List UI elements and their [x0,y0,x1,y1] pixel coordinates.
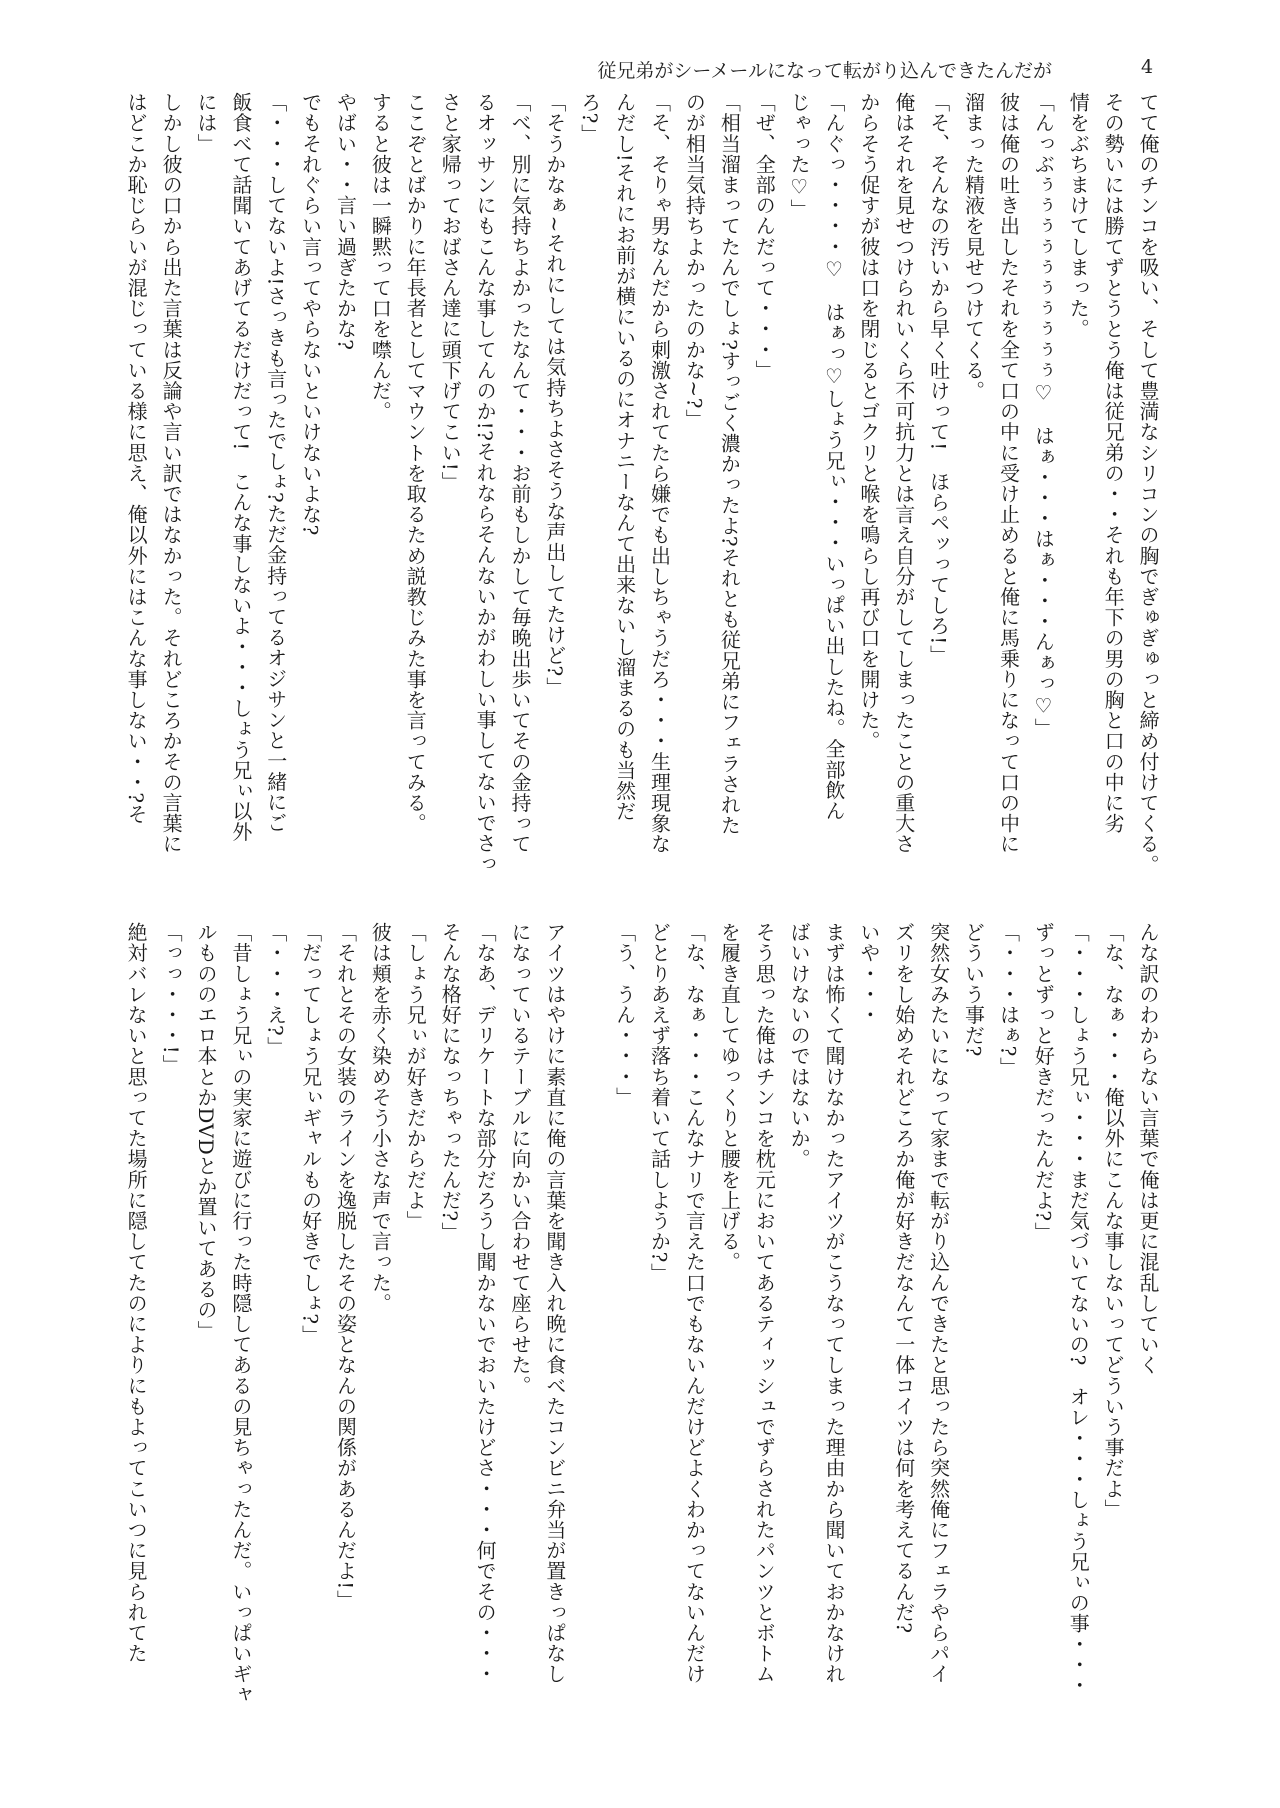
text-line: んだし!それにお前が横にいるのにオナニーなんて出来ないし溜まるのも当然だ [612,92,637,822]
text-line: になっているテーブルに向かい合わせて座らせた。 [507,922,532,1396]
text-line: やばい・・言い過ぎたかな? [333,92,358,351]
text-line: じゃった♡」 [787,92,812,220]
text-line: どういう事だ? [961,922,986,1057]
text-block-top [118,92,1165,875]
text-line: 「・・・してないよ!さっきも言ったでしょ?ただ金持ってるオジサンと一緒にご [263,92,288,833]
text-line: すると彼は一瞬黙って口を噤んだ。 [368,92,393,422]
text-line: 「昔しょう兄ぃの実家に遊びに行った時隠してあるの見ちゃったんだ。いっぱいギャ [228,922,253,1705]
text-line: 「相当溜まってたんでしょ?すっごく濃かったよ?それとも従兄弟にフェラされた [717,92,742,836]
text-block-bottom [118,922,1165,1705]
running-header-title: 従兄弟がシーメールになって転がり込んできたんだが [597,60,1052,82]
page-number: 4 [1141,56,1154,78]
text-line: るオッサンにもこんな事してんのか!?それならそんないかがわしい事してないでさっ [473,92,498,875]
text-line: 彼は頬を赤く染めそう小さな声で言った。 [368,922,393,1314]
text-line: アイツはやけに素直に俺の言葉を聞き入れ晩に食べたコンビニ弁当が置きっぱなし [542,922,567,1685]
text-line: 「っっ・・・!」 [159,922,184,1075]
text-line: ずっとずっと好きだったんだよ?」 [1031,922,1056,1243]
text-line: いや・・・ [856,922,881,1025]
text-line: そんな格好になっちゃったんだ?」 [438,922,463,1243]
text-line: 「んぐっ・・・・♡ はぁっ♡しょう兄ぃ・・・いっぱい出したね。全部飲ん [821,92,846,821]
text-line: んな訳のわからない言葉で俺は更に混乱していく [1136,922,1160,1376]
text-line: 「そ、そりゃ男なんだから刺激されてたら嫌でも出しちゃうだろ・・・生理現象な [647,92,672,855]
text-line: ばいけないのではないか。 [787,922,812,1170]
text-line: 「んっぶぅぅぅぅぅぅぅぅぅぅ♡ はぁ・・・はぁ・・・んぁっ♡」 [1031,92,1056,739]
text-line: 溜まった精液を見せつけてくる。 [961,92,986,401]
text-line: でもそれぐらい言ってやらないといけないよな? [298,92,323,536]
text-line: 突然女みたいになって家まで転がり込んできたと思ったら突然俺にフェラやらパイ [926,922,951,1685]
text-line: ここぞとばかりに年長者としてマウントを取るため説教じみた事を言ってみる。 [403,92,428,834]
text-line: その勢いには勝てずとうとう俺は従兄弟の・・それも年下の男の胸と口の中に劣 [1101,92,1126,834]
text-line: てて俺のチンコを吸い、そして豊満なシリコンの胸でぎゅぎゅっと締め付けてくる。 [1136,92,1160,875]
text-line: には」 [193,92,218,154]
text-line: 「それとその女装のラインを逸脱したその姿となんの関係があるんだよ!」 [333,922,358,1611]
text-line [572,922,607,1697]
text-line: 絶対バレないと思ってた場所に隠してたのによりにもよってこいつに見られてた [124,922,149,1664]
text-line: 「・・・え?」 [263,922,288,1057]
text-line: 俺はそれを見せつけられいくら不可抗力とは言え自分がしてしまったことの重大さ [891,92,916,855]
text-line: 彼は俺の吐き出したそれを全て口の中に受け止めると俺に馬乗りになって口の中に [996,92,1021,855]
text-line: 飯食べて話聞いてあげてるだけだって! こんな事しないよ・・・しょう兄ぃ以外 [228,92,253,843]
text-line: のが相当気持ちよかったのかな~?」 [682,92,707,430]
text-line: 「そうかなぁ~それにしては気持ちよさそうな声出してたけど?」 [542,92,567,698]
text-line: 「・・・しょう兄ぃ・・・まだ気づいてないの? オレ・・・しょう兄ぃの事・・・ [1066,922,1091,1696]
text-line: まずは怖くて聞けなかったアイツがこうなってしまった理由から聞いておかなけれ [821,922,846,1685]
text-line: 「な、なぁ・・・こんなナリで言えた口でもないんだけどよくわかってないんだけ [682,922,707,1685]
text-line: そう思った俺はチンコを枕元においてあるティッシュでずらされたパンツとボトム [752,922,777,1685]
text-line: 「・・・はぁ?」 [996,922,1021,1078]
text-line: 「な、なぁ・・・俺以外にこんな事しないってどういう事だよ」 [1101,922,1126,1520]
text-line: 「う、うん・・・」 [612,922,637,1108]
text-line: 情をぶちまけてしまった。 [1066,92,1091,340]
text-line: 「そ、そんなの汚いから早く吐けって! ほらペッってしろ!」 [926,92,951,666]
text-line: どとりあえず落ち着いて話しようか?」 [647,922,672,1284]
text-line: はどこか恥じらいが混じっている様に思え、俺以外にはこんな事しない・・?そ [124,92,149,825]
text-line: からそう促すが彼は口を閉じるとゴクリと喉を鳴らし再び口を開けた。 [856,92,881,752]
text-line: 「べ、別に気持ちよかったなんて・・・お前もしかして毎晩出歩いてその金持って [507,92,532,855]
text-line: さと家帰っておばさん達に頭下げてこい!」 [438,92,463,493]
text-line: 「なあ、デリケートな部分だろうし聞かないでおいたけどさ・・・何でその・・・ [473,922,498,1685]
text-line: ルもののエロ本とかDVDとか置いてあるの」 [193,922,218,1341]
text-line: しかし彼の口から出た言葉は反論や言い訳ではなかった。それどころかその言葉に [159,92,184,855]
text-line: 「ぜ、全部のんだって・・・」 [752,92,777,381]
text-line: ろ?」 [577,92,602,145]
text-line: 「だってしょう兄ぃギャルもの好きでしょ?」 [298,922,323,1346]
text-line: 「しょう兄ぃが好きだからだよ」 [403,922,428,1231]
text-line: を履き直してゆっくりと腰を上げる。 [717,922,742,1273]
text-line: ズリをし始めそれどころか俺が好きだなんて一体コイツは何を考えてるんだ? [891,922,916,1634]
